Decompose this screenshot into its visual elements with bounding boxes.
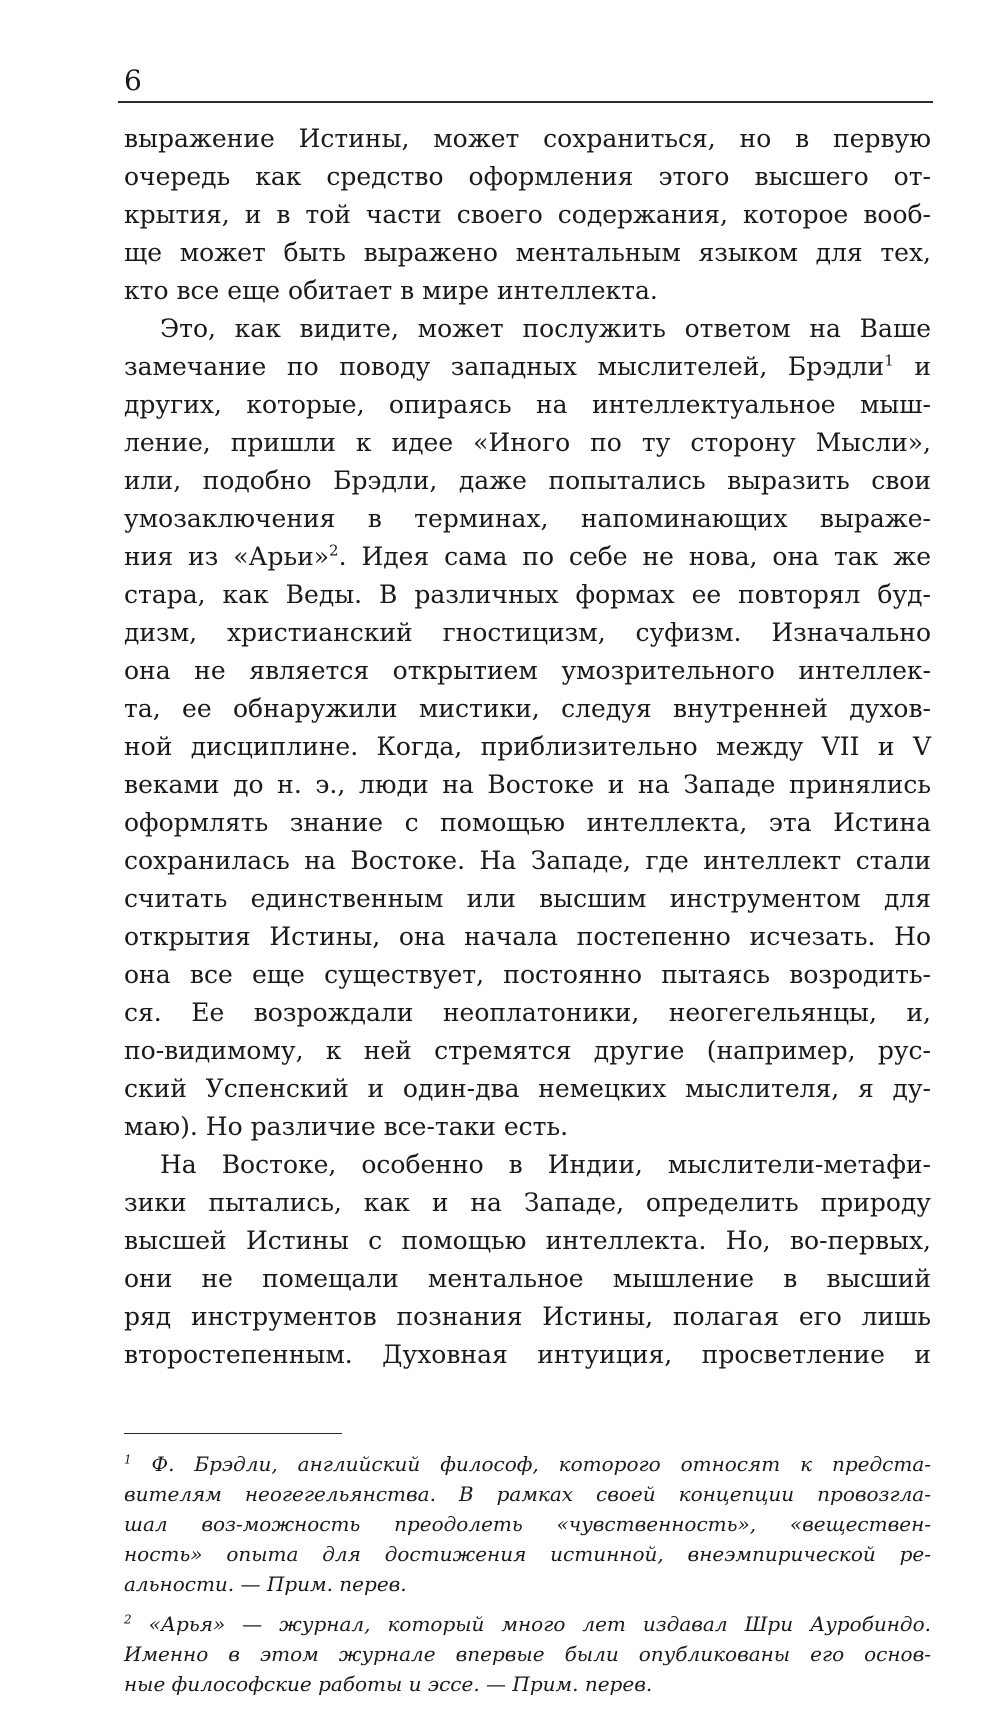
body-line: других, которые, опираясь на интеллектуальное мыш-: [124, 390, 931, 419]
body-line: дизм, христианский гностицизм, суфизм. Изначально: [124, 618, 931, 647]
body-line: стара, как Веды. В различных формах ее повторял буд-: [124, 580, 931, 609]
body-line: крытия, и в той части своего содержания, которое вооб-: [124, 200, 931, 229]
body-line: та, ее обнаружили мистики, следуя внутренней духов-: [124, 694, 931, 723]
body-line: открытия Истины, она начала постепенно исчезать. Но: [124, 922, 931, 951]
body-line: зики пытались, как и на Западе, определить природу: [124, 1188, 931, 1217]
header-rule: [118, 101, 933, 103]
body-line: веками до н. э., люди на Востоке и на Западе принялись: [124, 770, 931, 799]
body-line: умозаключения в терминах, напоминающих выраже-: [124, 504, 931, 533]
body-line: они не помещали ментальное мышление в высший: [124, 1264, 931, 1293]
body-line: ский Успенский и один-два немецких мыслителя, я ду-: [124, 1074, 931, 1103]
body-line: сохранилась на Востоке. На Западе, где интеллект стали: [124, 846, 931, 875]
body-line: На Востоке, особенно в Индии, мыслители-метафи-: [160, 1150, 931, 1179]
body-line: [124, 538, 931, 576]
footnote-text: Ф. Брэдли, английский философ, которого относят к предста-: [131, 1452, 931, 1476]
body-line: ся. Ее возрождали неоплатоники, неогегельянцы, и,: [124, 998, 931, 1027]
footnote-text: «Арья» — журнал, который много лет издавал Шри Ауробиндо.: [131, 1612, 931, 1636]
body-line: высшей Истины с помощью интеллекта. Но, во-первых,: [124, 1226, 931, 1255]
body-line: [124, 348, 931, 386]
line-tail: и: [893, 352, 931, 381]
footnote-2-line: [124, 1609, 931, 1639]
body-line: выражение Истины, может сохраниться, но в первую: [124, 124, 931, 153]
footnote-rule: [124, 1433, 342, 1434]
footnote-2-line: ные философские работы и эссе. — Прим. перев.: [124, 1672, 653, 1696]
footnote-marker-1: 1: [124, 1452, 132, 1467]
body-line: Это, как видите, может послужить ответом на Ваше: [160, 314, 931, 343]
body-line: она не является открытием умозрительного интеллек-: [124, 656, 931, 685]
body-line: ление, пришли к идее «Иного по ту сторону Мысли»,: [124, 428, 931, 457]
footnote-1-line: альности. — Прим. перев.: [124, 1572, 407, 1596]
footnote-1-line: [124, 1449, 931, 1479]
body-line: или, подобно Брэдли, даже попытались выразить свои: [124, 466, 931, 495]
body-line: считать единственным или высшим инструментом для: [124, 884, 931, 913]
line-text: ния из «Арьи»: [124, 542, 330, 571]
body-line: второстепенным. Духовная интуиция, просветление и: [124, 1340, 931, 1369]
footnote-marker-2: 2: [124, 1612, 132, 1627]
body-line: она все еще существует, постоянно пытаясь возродить-: [124, 960, 931, 989]
line-text: замечание по поводу западных мыслителей, Брэдли: [124, 352, 885, 381]
body-line: оформлять знание с помощью интеллекта, эта Истина: [124, 808, 931, 837]
page-number: 6: [124, 64, 142, 97]
body-line: ще может быть выражено ментальным языком для тех,: [124, 238, 931, 267]
footnote-1-line: шал воз-можность преодолеть «чувственность», «веществен-: [124, 1512, 931, 1536]
body-line: по-видимому, к ней стремятся другие (например, рус-: [124, 1036, 931, 1065]
footnote-ref-2[interactable]: 2: [329, 541, 339, 560]
line-tail: . Идея сама по себе не нова, она так же: [338, 542, 931, 571]
body-line: маю). Но различие все-таки есть.: [124, 1112, 569, 1141]
body-line: очередь как средство оформления этого высшего от-: [124, 162, 931, 191]
footnote-1-line: вителям неогегельянства. В рамках своей концепции провозгла-: [124, 1482, 931, 1506]
footnote-1-line: ность» опыта для достижения истинной, внеэмпирической ре-: [124, 1542, 931, 1566]
body-line: ной дисциплине. Когда, приблизительно между VII и V: [124, 732, 931, 761]
footnote-2-line: Именно в этом журнале впервые были опубликованы его основ-: [124, 1642, 931, 1666]
footnote-ref-1[interactable]: 1: [884, 351, 894, 370]
body-line: кто все еще обитает в мире интеллекта.: [124, 276, 658, 305]
body-line: ряд инструментов познания Истины, полагая его лишь: [124, 1302, 931, 1331]
